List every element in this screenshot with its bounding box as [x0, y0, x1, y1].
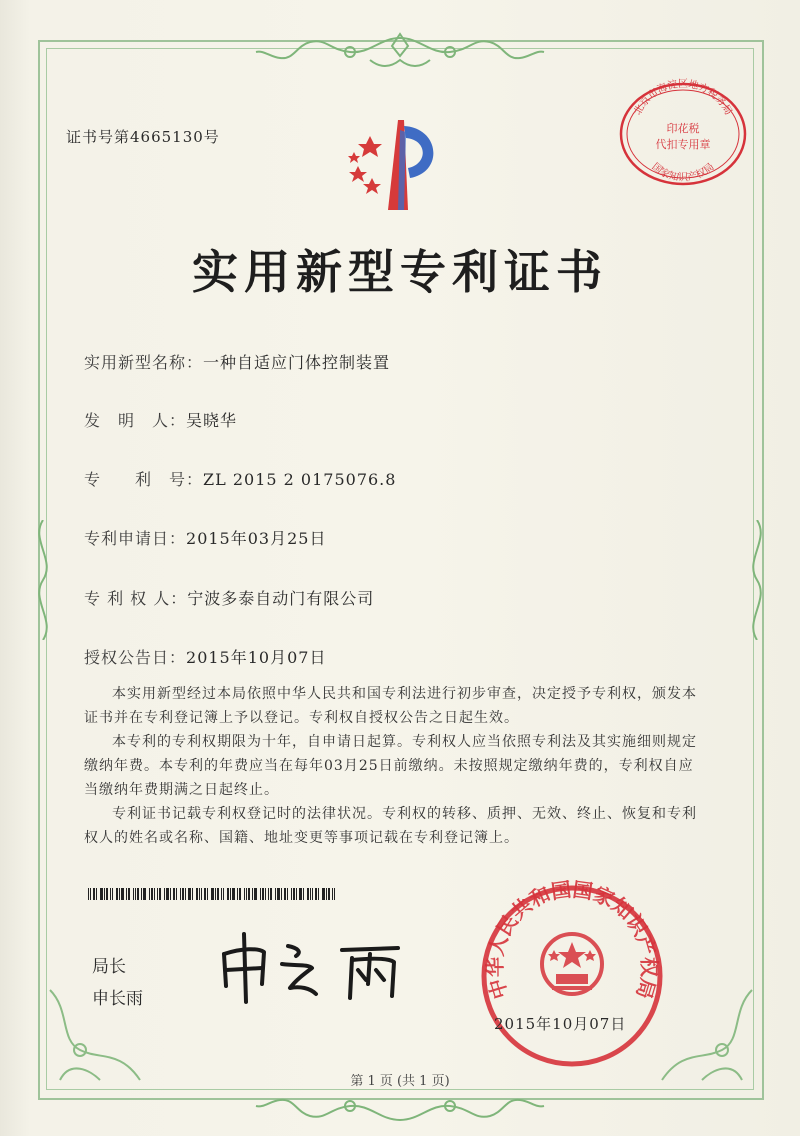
right-ornament: [742, 520, 772, 640]
field-label: 发 明 人：: [84, 411, 187, 430]
field-value: ZL 2015 2 0175076.8: [203, 470, 397, 489]
certificate-number: 证书号第4665130号: [66, 128, 220, 146]
field-value: 2015年10月07日: [186, 648, 327, 667]
seal-date: 2015年10月07日: [494, 1015, 627, 1033]
svg-text:国家知识产权局: 国家知识产权局: [649, 161, 717, 184]
field-label: 专 利 权 人：: [84, 589, 188, 608]
field-label: 专 利 号：: [84, 470, 204, 489]
national-emblem-icon: [542, 934, 602, 994]
field-label: 专利申请日：: [84, 529, 187, 548]
top-ornament: [250, 30, 550, 80]
field-label: 实用新型名称：: [84, 353, 204, 372]
body-paragraph-2: 本专利的专利权期限为十年，自申请日起算。专利权人应当依照专利法及其实施细则规定缴纳年费。本专利的年费应当在每年03月25日前缴纳。未按照规定缴纳年费的，专利权自应当缴纳年费期满之日起终止。: [84, 734, 697, 798]
director-name: 申长雨: [92, 989, 143, 1009]
body-paragraph-3: 专利证书记载专利权登记时的法律状况。专利权的转移、质押、无效、终止、恢复和专利权人的姓名或名称、国籍、地址变更等事项记载在专利登记簿上。: [84, 806, 697, 846]
stamp-line1: 印花税: [666, 122, 700, 135]
certificate-title: 实用新型专利证书: [192, 245, 608, 299]
field-utility-model-name: [84, 350, 390, 373]
field-filing-date: [84, 526, 326, 549]
field-value: 2015年03月25日: [186, 529, 327, 548]
field-label: 授权公告日：: [84, 648, 187, 667]
barcode: [88, 888, 338, 900]
field-value: 吴晓华: [186, 411, 238, 430]
tax-stamp: [614, 76, 752, 192]
svg-text:中华人民共和国国家知识产权局: 中华人民共和国国家知识产权局: [482, 880, 662, 1002]
director-signature: [212, 924, 412, 1008]
svg-text:北京市海淀区地方税务局: 北京市海淀区地方税务局: [632, 79, 734, 118]
page-number: 第 1 页 (共 1 页): [350, 1074, 450, 1089]
stamp-line2: 代扣专用章: [655, 138, 711, 151]
field-patentee: [84, 586, 374, 609]
field-value: 一种自适应门体控制装置: [203, 353, 391, 372]
left-ornament: [28, 520, 58, 640]
sipo-logo: [340, 118, 450, 218]
field-announcement-date: [84, 645, 326, 668]
body-paragraph-1: 本实用新型经过本局依照中华人民共和国专利法进行初步审查，决定授予专利权，颁发本证书并在专利登记簿上予以登记。专利权自授权公告之日起生效。: [84, 686, 697, 726]
field-inventor: [84, 408, 237, 431]
official-seal: [476, 880, 668, 1076]
director-title: 局长: [92, 957, 126, 977]
field-value: 宁波多泰自动门有限公司: [187, 589, 375, 608]
field-patent-number: [84, 467, 396, 490]
